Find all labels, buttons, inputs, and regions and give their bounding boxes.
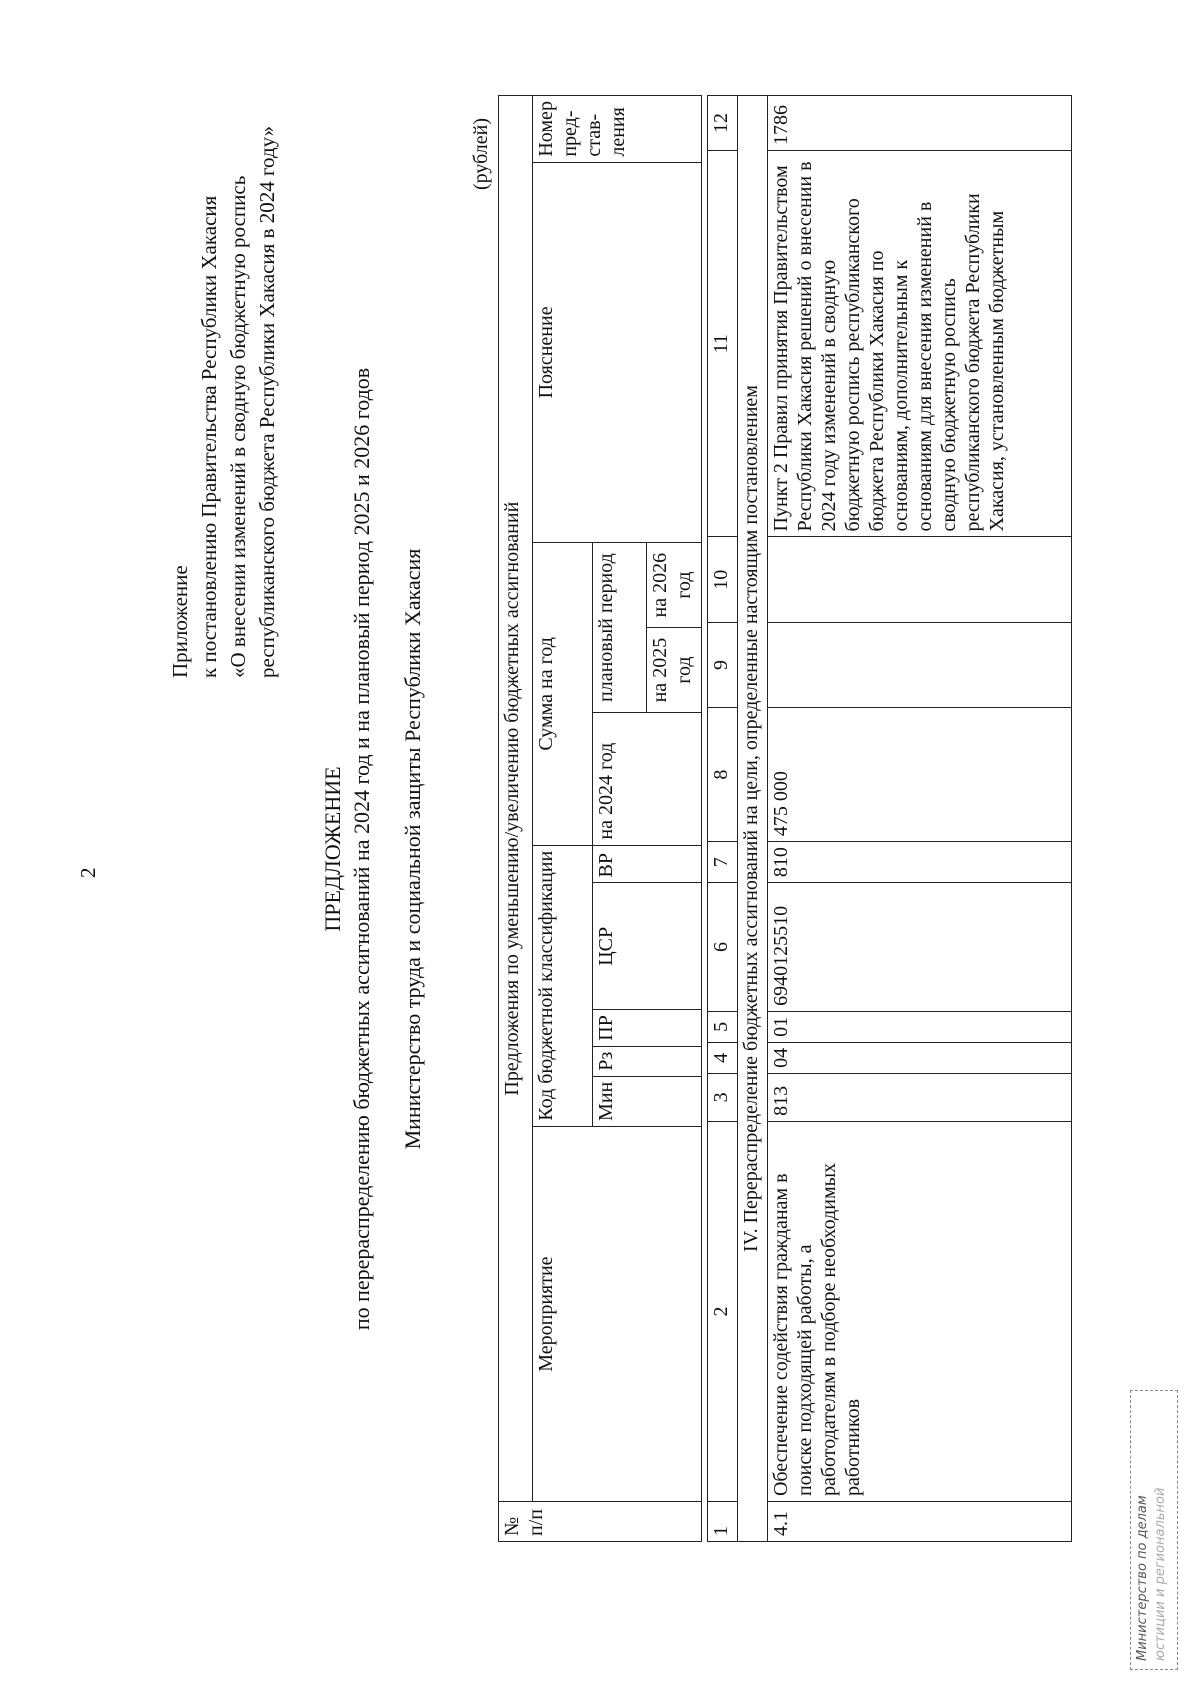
header-csr: ЦСР <box>593 883 702 1010</box>
header-min: Мин <box>593 1076 702 1126</box>
col-number: 3 <box>708 1073 738 1121</box>
header-no: № п/п <box>499 1502 702 1542</box>
appendix-line: Приложение <box>168 565 192 678</box>
header-event: Мероприятие <box>533 1126 702 1501</box>
header-vr: ВР <box>593 845 702 883</box>
row-vr: 810 <box>768 842 1072 883</box>
column-numbers-row <box>708 96 738 1542</box>
header-sum-group: Сумма на год <box>533 543 593 845</box>
col-number: 11 <box>708 151 738 538</box>
row-explanation: Пункт 2 Правил принятия Правительством Республики Хакасия решений о внесении в 2024 году изменений в сводную бюджетную роспись республиканского бюджета Республики Хакасия по основаниям, дополнительным к основаниям для внесения изменений в сводную бюджетную роспись республиканского бюджета Республики Хакасия, установленным бюджетным <box>768 151 1072 538</box>
header-group-title: Предложения по уменьшению/увеличению бюджетных ассигнований <box>499 96 533 1502</box>
col-number: 1 <box>708 1502 738 1542</box>
row-no: 4.1 <box>768 1502 1072 1542</box>
row-rep-no: 1786 <box>768 96 1072 151</box>
registration-stamp <box>1130 1390 1178 1670</box>
header-rz: Рз <box>593 1046 702 1076</box>
header-table <box>498 95 702 1542</box>
ministry-name: Министерство труда и социальной защиты Республики Хакасия <box>400 548 425 1150</box>
header-explanation: Пояснение <box>533 162 702 543</box>
row-y2025 <box>768 622 1072 707</box>
header-rep-no: Номер пред-став-ления <box>533 96 702 163</box>
units-label: (рублей) <box>470 117 492 190</box>
col-number: 12 <box>708 96 738 151</box>
row-min: 813 <box>768 1073 1072 1121</box>
page-number: 2 <box>76 867 100 878</box>
col-number: 2 <box>708 1121 738 1501</box>
appendix-line: «О внесении изменений в сводную бюджетную роспись <box>226 175 250 678</box>
row-y2026 <box>768 537 1072 622</box>
col-number: 5 <box>708 1011 738 1042</box>
stamp-line: Министерство по делам <box>1135 1495 1150 1661</box>
col-number: 10 <box>708 537 738 622</box>
stamp-line: юстиции и региональной <box>1153 1487 1168 1661</box>
data-table <box>707 95 1072 1542</box>
appendix-line: республиканского бюджета Республики Хакасия в 2024 году» <box>255 125 279 678</box>
header-y2026: на 2026 год <box>647 543 702 628</box>
table-row <box>768 96 1072 1542</box>
section-row <box>738 96 768 1542</box>
col-number: 7 <box>708 842 738 883</box>
row-csr: 6940125510 <box>768 883 1072 1012</box>
appendix-line: к постановлению Правительства Республики Хакасия <box>197 195 221 678</box>
col-number: 6 <box>708 883 738 1012</box>
header-y2024: на 2024 год <box>593 713 702 846</box>
col-number: 9 <box>708 622 738 707</box>
col-number: 4 <box>708 1042 738 1073</box>
doc-heading: ПРЕДЛОЖЕНИЕ <box>320 766 345 932</box>
header-y2025: на 2025 год <box>647 628 702 713</box>
row-y2024: 475 000 <box>768 708 1072 842</box>
section-title: IV. Перераспределение бюджетных ассигнований на цели, определенные настоящим постановлением <box>738 96 768 1542</box>
row-event: Обеспечение содействия гражданам в поиске подходящей работы, а работодателям в подборе необходимых работников <box>768 1121 1072 1501</box>
header-code-group: Код бюджетной классификации <box>533 845 593 1126</box>
doc-subheading: по перераспределению бюджетных ассигнований на 2024 год и на плановый период 2025 и 2026 годов <box>349 367 374 1331</box>
col-number: 8 <box>708 708 738 842</box>
row-rz: 04 <box>768 1042 1072 1073</box>
header-pr: ПР <box>593 1010 702 1047</box>
row-pr: 01 <box>768 1011 1072 1042</box>
header-planned: плановый период <box>593 543 647 713</box>
appendix-block <box>166 126 282 678</box>
